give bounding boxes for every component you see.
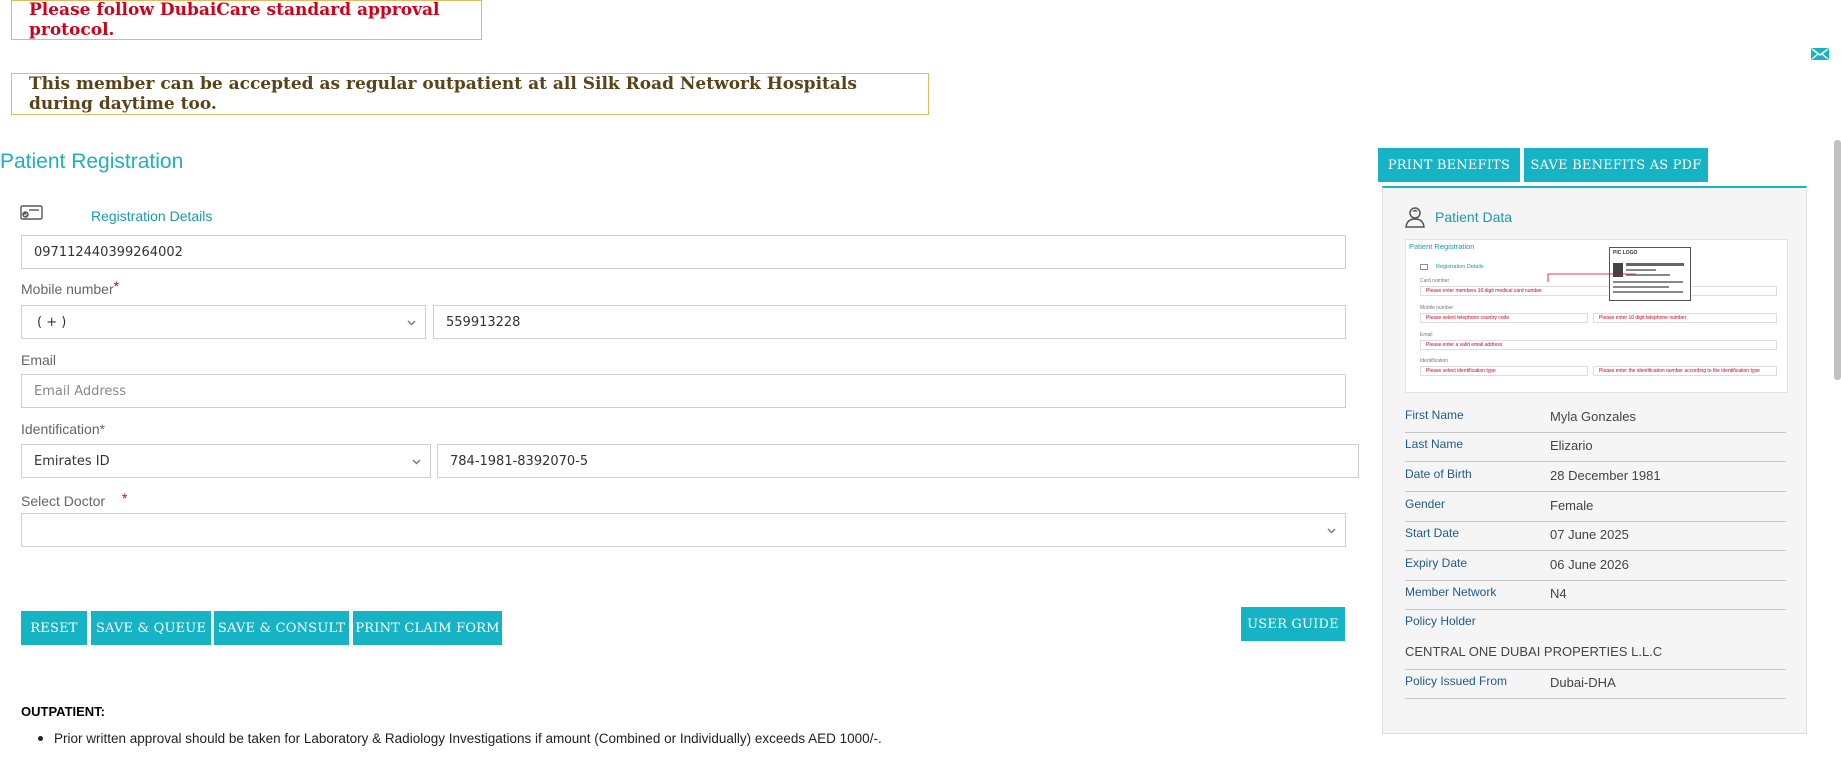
pd-network-row bbox=[1405, 581, 1786, 610]
thumb-email-hint: Please enter a valid email address bbox=[1420, 340, 1777, 350]
pd-label: First Name bbox=[1405, 408, 1464, 422]
pd-value: N4 bbox=[1550, 586, 1567, 601]
page-title: Patient Registration bbox=[0, 150, 184, 173]
mobile-label bbox=[21, 278, 120, 297]
thumb-id-label: Identification bbox=[1420, 358, 1449, 364]
thumb-id-hint2: Please enter the identification number according to the identification type bbox=[1593, 366, 1777, 376]
chevron-down-icon bbox=[1327, 526, 1336, 535]
pd-last-name-row bbox=[1405, 433, 1786, 462]
reset-button[interactable]: RESET bbox=[21, 611, 87, 645]
outpatient-alert bbox=[11, 73, 929, 115]
save-queue-button[interactable]: SAVE & QUEUE bbox=[91, 611, 211, 645]
pd-value: Elizario bbox=[1550, 438, 1593, 453]
card-number-input[interactable] bbox=[21, 235, 1346, 269]
doctor-select[interactable] bbox=[21, 513, 1346, 547]
pd-value: 28 December 1981 bbox=[1550, 468, 1661, 483]
user-guide-button[interactable]: USER GUIDE bbox=[1241, 607, 1345, 641]
pd-value: 07 June 2025 bbox=[1550, 527, 1629, 542]
pd-value: Female bbox=[1550, 498, 1594, 513]
pd-label: Policy Holder bbox=[1405, 614, 1476, 628]
doctor-label-text: Select Doctor bbox=[21, 493, 106, 509]
thumb-mobile-hint1: Please select telephone country code bbox=[1420, 313, 1588, 323]
pd-policy-holder-row bbox=[1405, 610, 1786, 670]
pd-value: Myla Gonzales bbox=[1550, 409, 1636, 424]
identification-label-text: Identification bbox=[21, 421, 100, 437]
id-number-value: 784-1981-8392070-5 bbox=[450, 453, 589, 469]
pd-policy-issued-row bbox=[1405, 670, 1786, 699]
pd-label: Gender bbox=[1405, 497, 1446, 511]
thumb-card-label: Card number bbox=[1420, 278, 1450, 284]
thumb-card-hint: Please enter members 16 digit medical card number bbox=[1420, 286, 1777, 296]
pd-value: Dubai-DHA bbox=[1550, 675, 1616, 690]
print-benefits-button[interactable]: PRINT BENEFITS bbox=[1378, 148, 1520, 182]
thumb-title: Patient Registration bbox=[1409, 242, 1475, 251]
outpatient-title: OUTPATIENT: bbox=[21, 704, 106, 719]
patient-data-panel bbox=[1382, 186, 1807, 734]
doctor-required-mark: * bbox=[122, 490, 128, 506]
mobile-label-text: Mobile number bbox=[21, 281, 114, 297]
pd-label: Last Name bbox=[1405, 437, 1464, 451]
patient-data-title: Patient Data bbox=[1435, 209, 1513, 225]
email-placeholder: Email Address bbox=[34, 383, 126, 399]
pd-expiry-date-row bbox=[1405, 552, 1786, 581]
outpatient-bullet bbox=[38, 731, 882, 746]
id-type-value: Emirates ID bbox=[34, 453, 110, 469]
thumb-subtitle: Registration Details bbox=[1436, 264, 1484, 270]
pd-label: Member Network bbox=[1405, 585, 1497, 599]
pd-first-name-row bbox=[1405, 404, 1786, 433]
pd-start-date-row bbox=[1405, 522, 1786, 551]
email-input[interactable] bbox=[21, 374, 1346, 408]
patient-data-header bbox=[1405, 206, 1512, 228]
pd-value: 06 June 2026 bbox=[1550, 557, 1629, 572]
id-type-select[interactable] bbox=[21, 444, 431, 478]
country-code-select[interactable] bbox=[21, 305, 426, 339]
pointer-lines bbox=[1406, 240, 1787, 392]
pd-label: Policy Issued From bbox=[1405, 674, 1508, 688]
pd-dob-row bbox=[1405, 463, 1786, 492]
card-number-value: 097112440399264002 bbox=[34, 244, 183, 260]
required-mark: * bbox=[113, 278, 120, 294]
thumb-email-label: Email bbox=[1420, 332, 1433, 338]
user-icon bbox=[1405, 206, 1425, 228]
registration-section-header bbox=[20, 201, 212, 224]
print-claim-form-button[interactable]: PRINT CLAIM FORM bbox=[353, 611, 502, 645]
mobile-number-value: 559913228 bbox=[446, 314, 521, 330]
page-scrollbar[interactable] bbox=[1834, 140, 1841, 380]
pd-label: Start Date bbox=[1405, 526, 1460, 540]
id-number-input[interactable] bbox=[437, 444, 1359, 478]
doctor-label bbox=[21, 490, 128, 509]
pd-label: Date of Birth bbox=[1405, 467, 1472, 481]
registration-guide-thumbnail bbox=[1405, 239, 1788, 393]
sample-card-logo: PIC LOGO bbox=[1613, 250, 1638, 256]
protocol-alert bbox=[11, 0, 482, 40]
country-code-value: ( + ) bbox=[37, 314, 67, 330]
pd-label: Expiry Date bbox=[1405, 556, 1468, 570]
thumb-id-hint1: Please select identification type bbox=[1420, 366, 1588, 376]
identification-label bbox=[21, 421, 105, 437]
save-consult-button[interactable]: SAVE & CONSULT bbox=[214, 611, 349, 645]
pd-policy-holder-value: CENTRAL ONE DUBAI PROPERTIES L.L.C bbox=[1405, 644, 1663, 659]
mobile-number-input[interactable] bbox=[433, 305, 1346, 339]
thumb-mobile-hint2: Please enter 10 digit telephone number bbox=[1593, 313, 1777, 323]
identification-required-mark: * bbox=[99, 421, 106, 437]
chevron-down-icon bbox=[407, 318, 416, 327]
email-label: Email bbox=[21, 352, 57, 368]
outpatient-bullet-text: Prior written approval should be taken for Laboratory & Radiology Investigations if amount (Combined or Individually) exceeds AED 1000/-. bbox=[54, 731, 882, 746]
bullet-dot bbox=[38, 736, 43, 741]
registration-section-label: Registration Details bbox=[91, 208, 213, 224]
outpatient-alert-text: This member can be accepted as regular outpatient at all Silk Road Network Hospitals during daytime too. bbox=[29, 74, 857, 114]
mail-icon[interactable] bbox=[1810, 46, 1830, 62]
chevron-down-icon bbox=[412, 457, 421, 466]
id-card-icon bbox=[20, 205, 44, 221]
save-benefits-pdf-button[interactable]: SAVE BENEFITS AS PDF bbox=[1524, 148, 1708, 182]
pd-gender-row bbox=[1405, 493, 1786, 522]
thumb-mobile-label: Mobile number bbox=[1420, 305, 1454, 311]
protocol-alert-text: Please follow DubaiCare standard approval protocol. bbox=[29, 0, 440, 40]
